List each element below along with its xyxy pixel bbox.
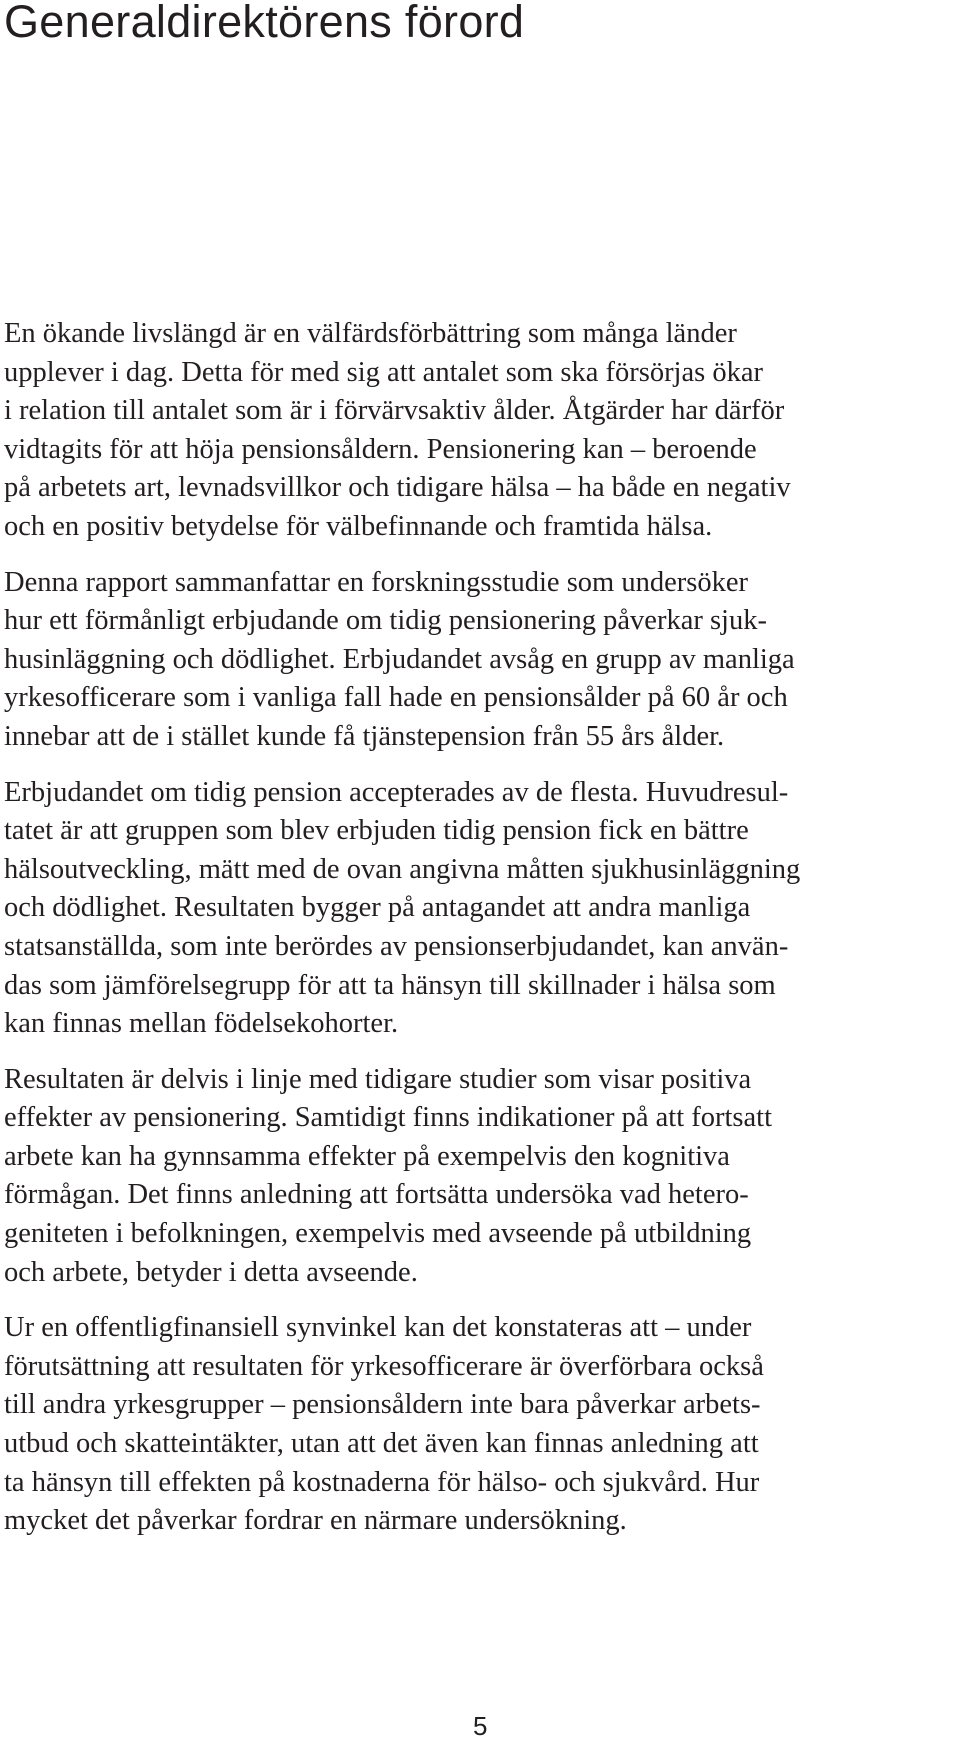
- page-number: 5: [473, 1711, 488, 1741]
- text-line: statsanställda, som inte berördes av pensionserbjudandet, kan använ-: [4, 930, 789, 962]
- page-title: Generaldirektörens förord: [4, 0, 525, 47]
- paragraph: [4, 1061, 956, 1293]
- text-line: das som jämförelsegrupp för att ta hänsyn till skillnader i hälsa som: [4, 969, 776, 1001]
- text-line: husinläggning och dödlighet. Erbjudandet avsåg en grupp av manliga: [4, 643, 795, 675]
- text-line: förmågan. Det finns anledning att fortsätta undersöka vad hetero-: [4, 1179, 749, 1211]
- text-line: Erbjudandet om tidig pension accepterades av de flesta. Huvudresul-: [4, 776, 789, 808]
- paragraph: [4, 1309, 956, 1541]
- text-line: geniteten i befolkningen, exempelvis med avseende på utbildning: [4, 1218, 752, 1250]
- text-line: Denna rapport sammanfattar en forskningsstudie som undersöker: [4, 566, 748, 598]
- text-line: Resultaten är delvis i linje med tidigare studier som visar positiva: [4, 1063, 752, 1095]
- text-line: och dödlighet. Resultaten bygger på antagandet att andra manliga: [4, 892, 751, 924]
- text-line: förutsättning att resultaten för yrkesofficerare är överförbara också: [4, 1350, 764, 1382]
- paragraph: [4, 774, 956, 1044]
- text-line: och en positiv betydelse för välbefinnande och framtida hälsa.: [4, 510, 713, 542]
- text-line: mycket det påverkar fordrar en närmare undersökning.: [4, 1505, 627, 1537]
- text-line: tatet är att gruppen som blev erbjuden tidig pension fick en bättre: [4, 815, 749, 847]
- paragraph: [4, 564, 956, 757]
- text-line: på arbetets art, levnadsvillkor och tidigare hälsa – ha både en negativ: [4, 472, 791, 504]
- text-line: och arbete, betyder i detta avseende.: [4, 1256, 418, 1288]
- text-line: hur ett förmånligt erbjudande om tidig pensionering påverkar sjuk-: [4, 605, 767, 637]
- body-text: [4, 315, 956, 1558]
- text-line: effekter av pensionering. Samtidigt finns indikationer på att fortsatt: [4, 1102, 772, 1134]
- paragraph: [4, 315, 956, 547]
- text-line: i relation till antalet som är i förvärvsaktiv ålder. Åtgärder har därför: [4, 395, 785, 427]
- text-line: Ur en offentligfinansiell synvinkel kan det konstateras att – under: [4, 1312, 752, 1344]
- text-line: arbete kan ha gynnsamma effekter på exempelvis den kognitiva: [4, 1140, 730, 1172]
- text-line: kan finnas mellan födelsekohorter.: [4, 1008, 399, 1040]
- text-line: yrkesofficerare som i vanliga fall hade en pensionsålder på 60 år och: [4, 682, 788, 714]
- text-line: En ökande livslängd är en välfärdsförbättring som många länder: [4, 318, 737, 349]
- text-line: utbud och skatteintäkter, utan att det även kan finnas anledning att: [4, 1428, 759, 1460]
- text-line: hälsoutveckling, mätt med de ovan angivna måtten sjukhusinläggning: [4, 853, 801, 885]
- text-line: innebar att de i stället kunde få tjänstepension från 55 års ålder.: [4, 720, 725, 752]
- text-line: vidtagits för att höja pensionsåldern. Pensionering kan – beroende: [4, 433, 757, 465]
- text-line: upplever i dag. Detta för med sig att antalet som ska försörjas ökar: [4, 356, 763, 388]
- text-line: till andra yrkesgrupper – pensionsåldern inte bara påverkar arbets-: [4, 1389, 761, 1421]
- text-line: ta hänsyn till effekten på kostnaderna för hälso- och sjukvård. Hur: [4, 1466, 760, 1498]
